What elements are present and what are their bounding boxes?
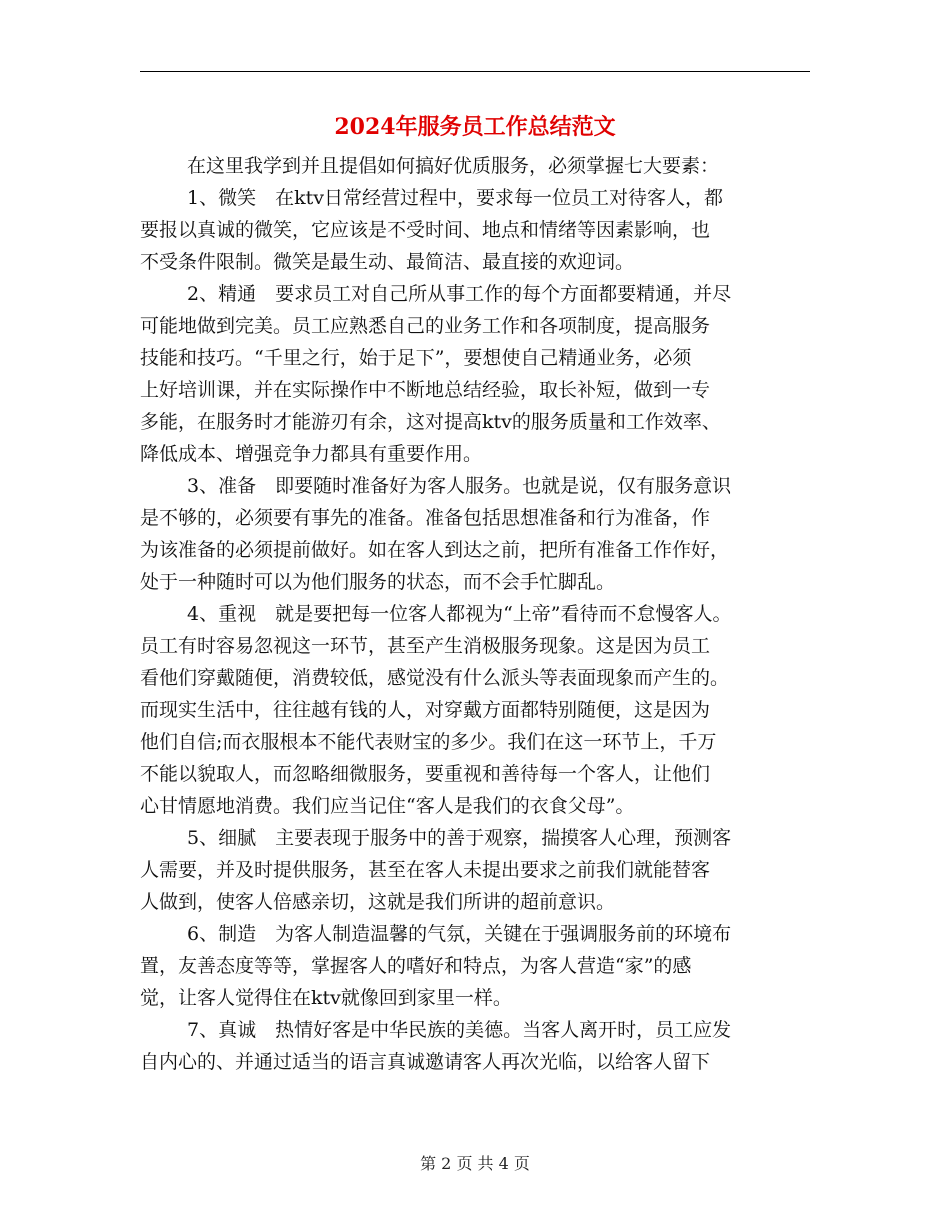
paragraph-proficiency-line: 上好培训课，并在实际操作中不断地总结经验，取长补短，做到一专 (140, 379, 711, 401)
paragraph-sincerity-line: 自内心的、并通过适当的语言真诚邀请客人再次光临，以给客人留下 (140, 1051, 711, 1073)
page-number: 第 2 页 共 4 页 (420, 1154, 530, 1173)
paragraph-attention-line: 而现实生活中，往往越有钱的人，对穿戴方面都特别随便，这是因为 (140, 699, 711, 721)
paragraph-proficiency-line: 可能地做到完美。员工应熟悉自己的业务工作和各项制度，提高服务 (140, 315, 711, 337)
paragraph-attentiveness-line: 人需要，并及时提供服务，甚至在客人未提出要求之前我们就能替客 (140, 859, 711, 881)
paragraph-preparation-line: 处于一种随时可以为他们服务的状态，而不会手忙脚乱。 (140, 571, 616, 593)
paragraph-attentiveness-line: 5、细腻 主要表现于服务中的善于观察，揣摸客人心理，预测客 (187, 827, 732, 849)
paragraph-attentiveness-line: 人做到，使客人倍感亲切，这就是我们所讲的超前意识。 (140, 891, 616, 913)
paragraph-smile-line: 1、微笑 在ktv日常经营过程中，要求每一位员工对待客人，都 (187, 187, 723, 209)
header-rule (140, 71, 810, 72)
paragraph-preparation-line: 是不够的，必须要有事先的准备。准备包括思想准备和行为准备，作 (140, 507, 711, 529)
paragraph-proficiency-line: 2、精通 要求员工对自己所从事工作的每个方面都要精通，并尽 (187, 283, 732, 305)
paragraph-proficiency-line: 技能和技巧。“千里之行，始于足下”，要想使自己精通业务，必须 (140, 347, 692, 369)
paragraph-preparation-line: 为该准备的必须提前做好。如在客人到达之前，把所有准备工作作好， (140, 539, 730, 561)
paragraph-attention-line: 心甘情愿地消费。我们应当记住“客人是我们的衣食父母”。 (140, 795, 635, 817)
paragraph-atmosphere-line: 6、制造 为客人制造温馨的气氛，关键在于强调服务前的环境布 (187, 923, 732, 945)
paragraph-preparation-line: 3、准备 即要随时准备好为客人服务。也就是说，仅有服务意识 (187, 475, 732, 497)
paragraph-smile-line: 不受条件限制。微笑是最生动、最简洁、最直接的欢迎词。 (140, 251, 635, 273)
paragraph-smile-line: 要报以真诚的微笑，它应该是不受时间、地点和情绪等因素影响，也 (140, 219, 711, 241)
document-title: 2024年服务员工作总结范文 (334, 114, 616, 140)
paragraph-intro-line: 在这里我学到并且提倡如何搞好优质服务，必须掌握七大要素： (187, 155, 720, 177)
paragraph-atmosphere-line: 觉，让客人觉得住在ktv就像回到家里一样。 (140, 987, 512, 1009)
paragraph-atmosphere-line: 置，友善态度等等，掌握客人的嗜好和特点，为客人营造“家”的感 (140, 955, 692, 977)
paragraph-attention-line: 4、重视 就是要把每一位客人都视为“上帝”看待而不怠慢客人。 (187, 603, 732, 625)
paragraph-attention-line: 不能以貌取人，而忽略细微服务，要重视和善待每一个客人，让他们 (140, 763, 711, 785)
paragraph-sincerity-line: 7、真诚 热情好客是中华民族的美德。当客人离开时，员工应发 (187, 1019, 732, 1041)
paragraph-attention-line: 他们自信;而衣服根本不能代表财宝的多少。我们在这一环节上，千万 (140, 731, 717, 753)
paragraph-proficiency-line: 多能，在服务时才能游刃有余，这对提高ktv的服务质量和工作效率、 (140, 411, 721, 433)
document-body (140, 150, 814, 1078)
paragraph-attention-line: 员工有时容易忽视这一环节，甚至产生消极服务现象。这是因为员工 (140, 635, 711, 657)
paragraph-attention-line: 看他们穿戴随便，消费较低，感觉没有什么派头等表面现象而产生的。 (140, 667, 730, 689)
paragraph-proficiency-line: 降低成本、增强竞争力都具有重要作用。 (140, 443, 483, 465)
